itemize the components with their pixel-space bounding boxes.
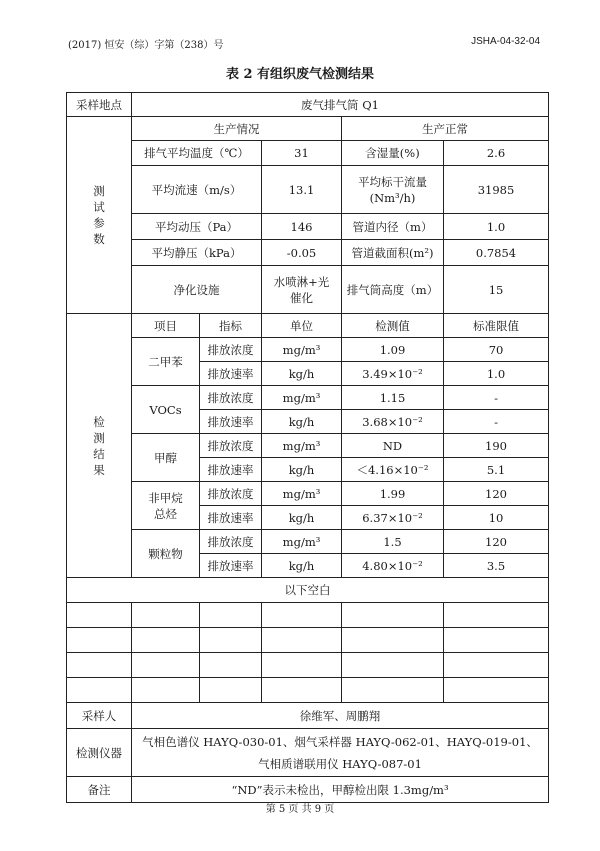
limit-value: 190 — [444, 434, 549, 458]
table-row — [67, 338, 549, 362]
item-name: VOCs — [132, 386, 200, 434]
sampler-label: 采样人 — [67, 703, 132, 729]
measured-value: ND — [342, 434, 444, 458]
param-name: 平均标干流量 (Nm³/h) — [342, 166, 444, 214]
measured-value: 1.09 — [342, 338, 444, 362]
limit-value: - — [444, 410, 549, 434]
table-row — [67, 386, 549, 410]
empty-row — [67, 603, 549, 628]
table-title: 表 2 有组织废气检测结果 — [225, 67, 375, 82]
measured-value: 1.5 — [342, 530, 444, 554]
sampling-location-row — [67, 93, 549, 117]
param-value: 13.1 — [262, 166, 342, 214]
unit: kg/h — [262, 554, 342, 578]
measured-value: 3.49×10⁻² — [342, 362, 444, 386]
param-name: 排气筒高度（m） — [342, 266, 444, 314]
results-header-row — [67, 314, 549, 338]
sampler-row — [67, 703, 549, 729]
item-name: 颗粒物 — [132, 530, 200, 578]
param-value: 15 — [444, 266, 549, 314]
param-value: -0.05 — [262, 240, 342, 266]
param-row — [67, 141, 549, 166]
table-row — [67, 530, 549, 554]
index: 排放速率 — [200, 458, 262, 482]
production-label: 生产情况 — [132, 117, 342, 141]
param-name: 管道内径（m） — [342, 214, 444, 240]
limit-value: 70 — [444, 338, 549, 362]
index: 排放浓度 — [200, 386, 262, 410]
item-name: 二甲苯 — [132, 338, 200, 386]
param-value: 31 — [262, 141, 342, 166]
column-header: 单位 — [262, 314, 342, 338]
param-name: 平均静压（kPa） — [132, 240, 262, 266]
table-row — [67, 434, 549, 458]
sampling-location-value: 废气排气筒 Q1 — [132, 93, 549, 117]
column-header: 指标 — [200, 314, 262, 338]
param-value: 1.0 — [444, 214, 549, 240]
remark-value: “ND”表示未检出，甲醇检出限 1.3mg/m³ — [132, 777, 549, 803]
index: 排放速率 — [200, 362, 262, 386]
param-value: 水喷淋+光 催化 — [262, 266, 342, 314]
item-name: 甲醇 — [132, 434, 200, 482]
document-code: JSHA-04-32-04 — [471, 36, 540, 47]
index: 排放浓度 — [200, 482, 262, 506]
remark-label: 备注 — [67, 777, 132, 803]
instruments-row — [67, 729, 549, 777]
unit: mg/m³ — [262, 338, 342, 362]
remark-row — [67, 777, 549, 803]
param-name: 平均动压（Pa） — [132, 214, 262, 240]
sampler-value: 徐维军、周鹏翔 — [132, 703, 549, 729]
empty-row — [67, 678, 549, 703]
blank-note-row — [67, 578, 549, 603]
limit-value: 1.0 — [444, 362, 549, 386]
limit-value: - — [444, 386, 549, 410]
column-header: 标准限值 — [444, 314, 549, 338]
instruments-label: 检测仪器 — [67, 729, 132, 777]
test-params-section-label: 测 试 参 数 — [67, 117, 132, 314]
measured-value: ＜4.16×10⁻² — [342, 458, 444, 482]
unit: kg/h — [262, 458, 342, 482]
param-name: 含湿量(%) — [342, 141, 444, 166]
blank-note: 以下空白 — [67, 578, 549, 603]
param-row — [67, 266, 549, 314]
unit: mg/m³ — [262, 530, 342, 554]
limit-value: 3.5 — [444, 554, 549, 578]
param-name: 平均流速（m/s） — [132, 166, 262, 214]
results-section-label: 检 测 结 果 — [67, 314, 132, 578]
column-header: 检测值 — [342, 314, 444, 338]
param-row — [67, 166, 549, 214]
exhaust-gas-results-table — [66, 92, 549, 803]
instruments-value: 气相色谱仪 HAYQ-030-01、烟气采样器 HAYQ-062-01、HAYQ-019-01、 气相质谱联用仪 HAYQ-087-01 — [132, 729, 549, 777]
unit: kg/h — [262, 362, 342, 386]
empty-row — [67, 628, 549, 653]
table-row — [67, 482, 549, 506]
index: 排放速率 — [200, 554, 262, 578]
index: 排放浓度 — [200, 434, 262, 458]
production-value: 生产正常 — [342, 117, 549, 141]
index: 排放浓度 — [200, 530, 262, 554]
measured-value: 3.68×10⁻² — [342, 410, 444, 434]
param-name: 净化设施 — [132, 266, 262, 314]
measured-value: 4.80×10⁻² — [342, 554, 444, 578]
unit: mg/m³ — [262, 482, 342, 506]
param-row — [67, 240, 549, 266]
limit-value: 120 — [444, 482, 549, 506]
param-row — [67, 214, 549, 240]
page-number: 第 5 页 共 9 页 — [265, 804, 335, 815]
index: 排放浓度 — [200, 338, 262, 362]
limit-value: 5.1 — [444, 458, 549, 482]
column-header: 项目 — [132, 314, 200, 338]
unit: kg/h — [262, 410, 342, 434]
measured-value: 1.15 — [342, 386, 444, 410]
sampling-location-label: 采样地点 — [67, 93, 132, 117]
measured-value: 6.37×10⁻² — [342, 506, 444, 530]
unit: mg/m³ — [262, 434, 342, 458]
param-value: 146 — [262, 214, 342, 240]
index: 排放速率 — [200, 506, 262, 530]
empty-row — [67, 653, 549, 678]
param-value: 0.7854 — [444, 240, 549, 266]
param-name: 排气平均温度（℃） — [132, 141, 262, 166]
unit: mg/m³ — [262, 386, 342, 410]
limit-value: 10 — [444, 506, 549, 530]
param-value: 2.6 — [444, 141, 549, 166]
item-name: 非甲烷 总烃 — [132, 482, 200, 530]
report-number: (2017) 恒安（综）字第（238）号 — [68, 40, 224, 51]
unit: kg/h — [262, 506, 342, 530]
param-value: 31985 — [444, 166, 549, 214]
measured-value: 1.99 — [342, 482, 444, 506]
limit-value: 120 — [444, 530, 549, 554]
index: 排放速率 — [200, 410, 262, 434]
param-name: 管道截面积(m²) — [342, 240, 444, 266]
